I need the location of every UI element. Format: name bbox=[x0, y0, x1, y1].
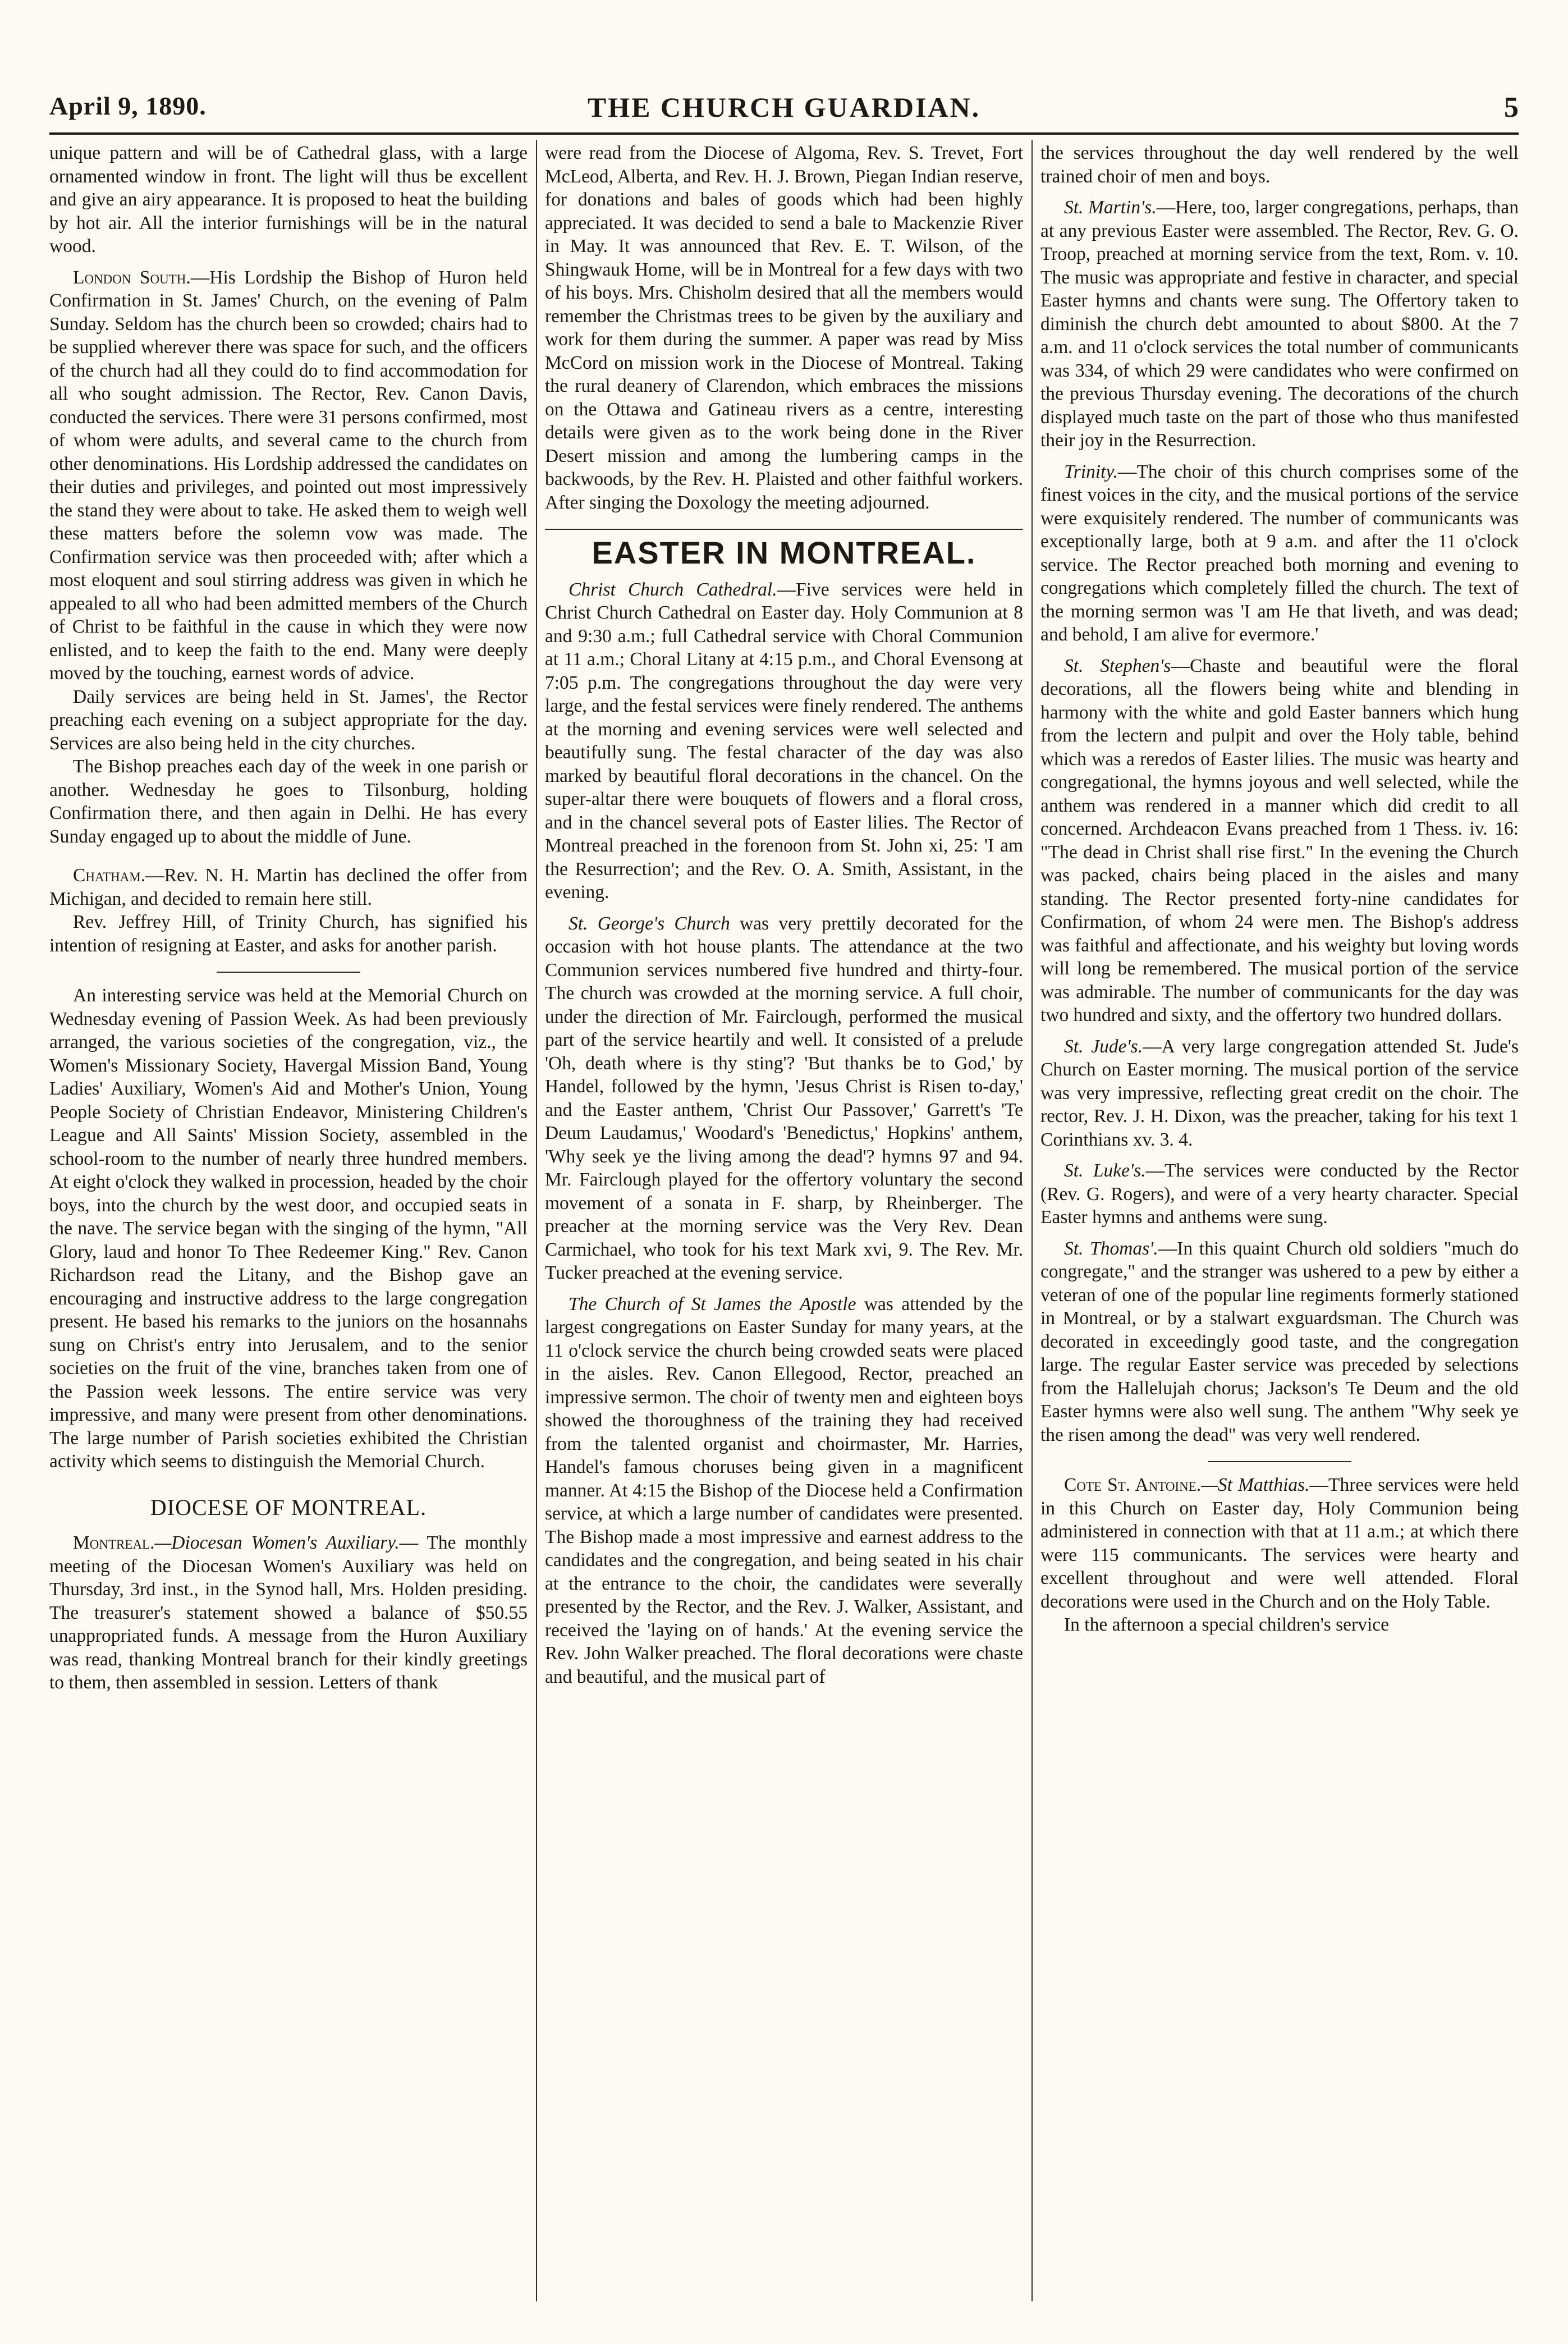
article-paragraph bbox=[545, 1293, 1023, 1689]
header-rule bbox=[49, 132, 1519, 135]
issue-date: April 9, 1890. bbox=[49, 91, 207, 120]
paragraph-text: was very prettily decorated for the occasion with hot house plants. The attendance at the two Communion services numbered five hundred and thirty-four. The church was crowded at the morning service. A full choir, under the direction of Mr. Fairclough, performed the musical part of the service heartily and well. It consisted of a prelude 'Oh, death where is thy sting'? 'But thanks be to God,' by Handel, followed by the hymn, 'Jesus Christ is Risen to-day,' and the Easter anthem, 'Christ Our Passover,' Garrett's 'Te Deum Laudamus,' Woodard's 'Benedictus,' Hopkins' anthem, 'Why seek ye the living among the dead'? hymns 97 and 94. Mr. Fairclough played for the offertory voluntary the second movement of a sonata in F. sharp, by Rheinberger. The preacher at the morning service was the Very Rev. Dean Carmichael, who took for his text Mark xvi, 9. The Rev. Mr. Tucker preached at the evening service. bbox=[545, 913, 1023, 1283]
article-paragraph bbox=[1040, 1473, 1519, 1613]
church-heading: St. Jude's. bbox=[1064, 1036, 1143, 1057]
section-divider bbox=[1208, 1461, 1351, 1462]
section-divider bbox=[545, 529, 1023, 530]
column-3 bbox=[1040, 141, 1519, 2297]
article-paragraph bbox=[1040, 196, 1519, 452]
church-heading: St. Luke's. bbox=[1064, 1160, 1146, 1181]
paragraph-text: —His Lordship the Bishop of Huron held Confirmation in St. James' Church, on the evening of Palm Sunday. Seldom has the church been so crowded; chairs had to be supplied wherever there was space for such, and the officers of the church had all they could do to find accommodation for all who sought admission. The Rector, Rev. Canon Davis, conducted the services. There were 31 persons confirmed, most of whom were adults, and several came to the church from other denominations. His Lordship addressed the candidates on their duties and privileges, and pointed out most impressively the stand they were about to take. He asked them to weigh well these matters before the solemn vow was made. The Confirmation service was then proceeded with; after which a most eloquent and soul stirring address was given in which he appealed to all who had been admitted members of the Church of Christ to be faithful in the cause in which they were now enlisted, and to keep the faith to the end. Many were deeply moved by the touching, earnest words of advice. bbox=[49, 267, 528, 684]
paragraph-text: —The choir of this church comprises some of the finest voices in the city, and the musical portions of the service were exquisitely rendered. The number of communicants was exceptionally large, both at 9 a.m. and after the 11 o'clock service. The Rector preached both morning and evening to congregations which completely filled the church. The text of the morning sermon was 'I am He that liveth, and was dead; and behold, I am alive for evermore.' bbox=[1040, 461, 1519, 645]
article-paragraph: were read from the Diocese of Algoma, Rev. S. Trevet, Fort McLeod, Alberta, and Rev. H. J. Brown, Piegan Indian reserve, for donations and bales of goods which had been highly appreciated. It was decided to send a bale to Mackenzie River in May. It was announced that Rev. E. T. Wilson, of the Shingwauk Home, will be in Montreal for a few days with two of his boys. Mrs. Chisholm desired that all the members would remember the Christmas trees to be given by the auxiliary and work for them during the summer. A paper was read by Miss McCord on mission work in the Diocese of Montreal. Taking the rural deanery of Clarendon, which embraces the missions on the Ottawa and Gatineau rivers as a centre, interesting details were given as to the work being done in the River Desert mission and among the lumbering camps in the backwoods, by the Rev. H. Plaisted and other faithful workers. After singing the Doxology the meeting adjourned. bbox=[545, 143, 1023, 513]
place-heading: Chatham. bbox=[73, 865, 146, 886]
article-paragraph bbox=[1040, 1035, 1519, 1152]
article-paragraph bbox=[49, 1531, 528, 1695]
church-heading: Christ Church Cathedral. bbox=[568, 579, 777, 600]
article-paragraph: An interesting service was held at the Memorial Church on Wednesday evening of Passion Week. As had been previously arranged, the various societies of the congregation, viz., the Women's Missionary Society, Havergal Mission Band, Young Ladies' Auxiliary, Women's Aid and Mother's Union, Young People Society of Christian Endeavor, Ministering Children's League and All Saints' Mission Society, assembled in the school-room to the number of nearly three hundred members. At eight o'clock they walked in procession, headed by the choir boys, into the church by the west door, and occupied seats in the nave. The service began with the singing of the hymn, "All Glory, laud and honor To Thee Redeemer King." Rev. Canon Richardson read the Litany, and the Bishop gave an encouraging and instructive address to the large congregation present. He based his remarks to the juniors on the hosannahs sung on Christ's entry into Jerusalem, and to the senior societies on the fruit of the vine, branches taken from one of the Passion week lessons. The entire service was very impressive, and many were present from other denominations. The large number of Parish societies exhibited the Christian activity which seems to distinguish the Memorial Church. bbox=[49, 985, 528, 1472]
church-heading: St. Thomas'. bbox=[1064, 1238, 1158, 1259]
paragraph-text: was attended by the largest congregations on Easter Sunday for many years, at the 11 o'clock service the church being crowded seats were placed in the aisles. Rev. Canon Ellegood, Rector, preached an impressive sermon. The choir of twenty men and eighteen boys showed the thoroughness of the training they had received from the talented organist and choirmaster, Mr. Harries, Handel's famous choruses being given in a magnificent manner. At 4:15 the Bishop of the Diocese held a Confirmation service, at which a large number of candidates were presented. The Bishop made a most impressive and earnest address to the candidates and the congregation, and being seated in his chair at the entrance to the choir, the candidates were severally presented by the Rector, and the Rev. J. Walker, Assistant, and received the 'laying on of hands.' At the evening service the Rev. John Walker preached. The floral decorations were chaste and beautiful, and the musical part of bbox=[545, 1293, 1023, 1687]
paragraph-text: —Five services were held in Christ Church Cathedral on Easter day. Holy Communion at 8 and 9:30 a.m.; full Cathedral service with Choral Communion at 11 a.m.; Choral Litany at 4:15 p.m., and Choral Evensong at 7:05 p.m. The congregations throughout the day were very large, and the festal services were finely rendered. The anthems at the morning and evening services were well selected and beautifully sung. The festal character of the day was also marked by beautiful floral decorations in the chancel. On the super-altar there were bouquets of flowers and a floral cross, and in the chancel several pots of Easter lilies. The Rector of Montreal preached in the forenoon from St. John xi, 25: 'I am the Resurrection'; and the Rev. O. A. Smith, Assistant, in the evening. bbox=[545, 579, 1023, 903]
article-paragraph bbox=[1040, 1237, 1519, 1447]
paragraph-text: —Chaste and beautiful were the floral decorations, all the flowers being white and blending in harmony with the white and gold Easter banners which hung from the lectern and pulpit and over the Holy table, behind which was a reredos of Easter lilies. The music was hearty and congregational, the hymns joyous and well selected, while the anthem was rendered in a manner which did credit to all concerned. Archdeacon Evans preached from 1 Thess. iv. 16: "The dead in Christ shall rise first." In the evening the Church was packed, chairs being placed in the aisles and many standing. The Rector presented forty-nine candidates for Confirmation, of whom 24 were men. The Bishop's address was faithful and affectionate, and his weighty but loving words will long be remembered. The musical portion of the service was admirable. The number of communicants for the day was two hundred and sixty, and the offertory two hundred dollars. bbox=[1040, 655, 1519, 1026]
article-paragraph: In the afternoon a special children's service bbox=[1064, 1614, 1390, 1635]
article-paragraph bbox=[1040, 1159, 1519, 1229]
section-divider bbox=[217, 972, 360, 973]
article-paragraph bbox=[1040, 460, 1519, 647]
page-number: 5 bbox=[1504, 91, 1519, 123]
section-heading: EASTER IN MONTREAL. bbox=[592, 535, 976, 570]
newspaper-title: THE CHURCH GUARDIAN. bbox=[587, 91, 981, 123]
column-2 bbox=[545, 141, 1023, 2297]
column-rule-1 bbox=[536, 140, 537, 2301]
article-paragraph: Rev. Jeffrey Hill, of Trinity Church, has signified his intention of resigning at Easter, and asks for another parish. bbox=[49, 912, 528, 956]
place-heading: London South. bbox=[73, 267, 191, 288]
paragraph-text: — The monthly meeting of the Diocesan Women's Auxiliary was held on Thursday, 3rd inst., in the Synod hall, Mrs. Holden presiding. The treasurer's statement showed a balance of $50.55 unappropriated funds. A message from the Huron Auxiliary was read, thanking Montreal branch for their kindly greetings to them, then assembled in session. Letters of thank bbox=[49, 1532, 528, 1693]
article-paragraph: The Bishop preaches each day of the week in one parish or another. Wednesday he goes to Tilsonburg, holding Confirmation there, and then again in Delhi. He has every Sunday engaged up to about the middle of June. bbox=[49, 756, 528, 847]
place-heading: Cote St. Antoine. bbox=[1064, 1475, 1202, 1495]
article-paragraph bbox=[49, 266, 528, 685]
section-heading: DIOCESE OF MONTREAL. bbox=[150, 1494, 427, 1520]
paragraph-text: —The services were conducted by the Rector (Rev. G. Rogers), and were of a very hearty character. Special Easter hymns and anthems were sung. bbox=[1040, 1160, 1519, 1228]
article-paragraph bbox=[545, 578, 1023, 904]
article-paragraph: the services throughout the day well rendered by the well trained choir of men and boys. bbox=[1040, 143, 1519, 187]
article-paragraph bbox=[49, 864, 528, 910]
paragraph-text: —A very large congregation attended St. Jude's Church on Easter morning. The musical portion of the service was very impressive, reflecting great credit on the choir. The rector, Rev. J. H. Dixon, was the preacher, taking for his text 1 Corinthians xv. 3. 4. bbox=[1040, 1036, 1519, 1150]
article-paragraph bbox=[545, 912, 1023, 1285]
church-heading: Trinity. bbox=[1064, 461, 1118, 482]
article-paragraph: Daily services are being held in St. James', the Rector preaching each evening on a subject appropriate for the day. Services are also being held in the city churches. bbox=[49, 686, 528, 754]
subject-heading: —Diocesan Women's Auxiliary. bbox=[154, 1532, 400, 1553]
column-rule-2 bbox=[1031, 140, 1033, 2301]
church-heading: St. Martin's. bbox=[1064, 197, 1157, 218]
place-heading: Montreal. bbox=[73, 1532, 155, 1553]
article-paragraph: unique pattern and will be of Cathedral glass, with a large ornamented window in front. The light will thus be excellent and give an airy appearance. It is proposed to heat the building by hot air. All the interior furnishings will be in the natural wood. bbox=[49, 143, 528, 257]
paragraph-text: —In this quaint Church old soldiers "much do congregate," and the stranger was ushered to a pew by either a veteran of one of the popular line regiments formerly stationed in Montreal, or by a stalwart exguardsman. The Church was decorated in exceedingly good taste, and the congregation large. The regular Easter service was preceded by selections from the Hallelujah chorus; Jackson's Te Deum and the old Easter hymns were also well sung. The anthem "Why seek ye the risen among the dead" was very well rendered. bbox=[1040, 1238, 1519, 1445]
church-heading: St. Stephen's bbox=[1064, 655, 1171, 676]
paragraph-text: —Rev. N. H. Martin has declined the offer from Michigan, and decided to remain here still. bbox=[49, 865, 528, 909]
page-header bbox=[49, 91, 1519, 130]
column-1 bbox=[49, 141, 528, 2297]
church-heading: St. George's Church bbox=[568, 913, 730, 934]
article-paragraph bbox=[1040, 654, 1519, 1027]
paragraph-text: —Three services were held in this Church on Easter day, Holy Communion being administered in connection with that at 11 a.m.; at which there were 115 communicants. The services were hearty and excellent throughout and were well attended. Floral decorations were used in the Church and on the Holy Table. bbox=[1040, 1475, 1519, 1612]
church-heading: The Church of St James the Apostle bbox=[568, 1293, 856, 1315]
paragraph-text: —Here, too, larger congregations, perhaps, than at any previous Easter were assembled. The Rector, Rev. G. O. Troop, preached at morning service from the text, Rom. v. 10. The music was appropriate and festive in character, and special Easter hymns and chants were sung. The Offertory taken to diminish the church debt amounted to about $800. At the 7 a.m. and 11 o'clock services the total number of communicants was 334, of which 29 were candidates who were confirmed on the previous Thursday evening. The decorations of the church displayed much taste on the part of those who thus manifested their joy in the Resurrection. bbox=[1040, 197, 1519, 451]
church-heading: —St Matthias. bbox=[1201, 1475, 1310, 1495]
